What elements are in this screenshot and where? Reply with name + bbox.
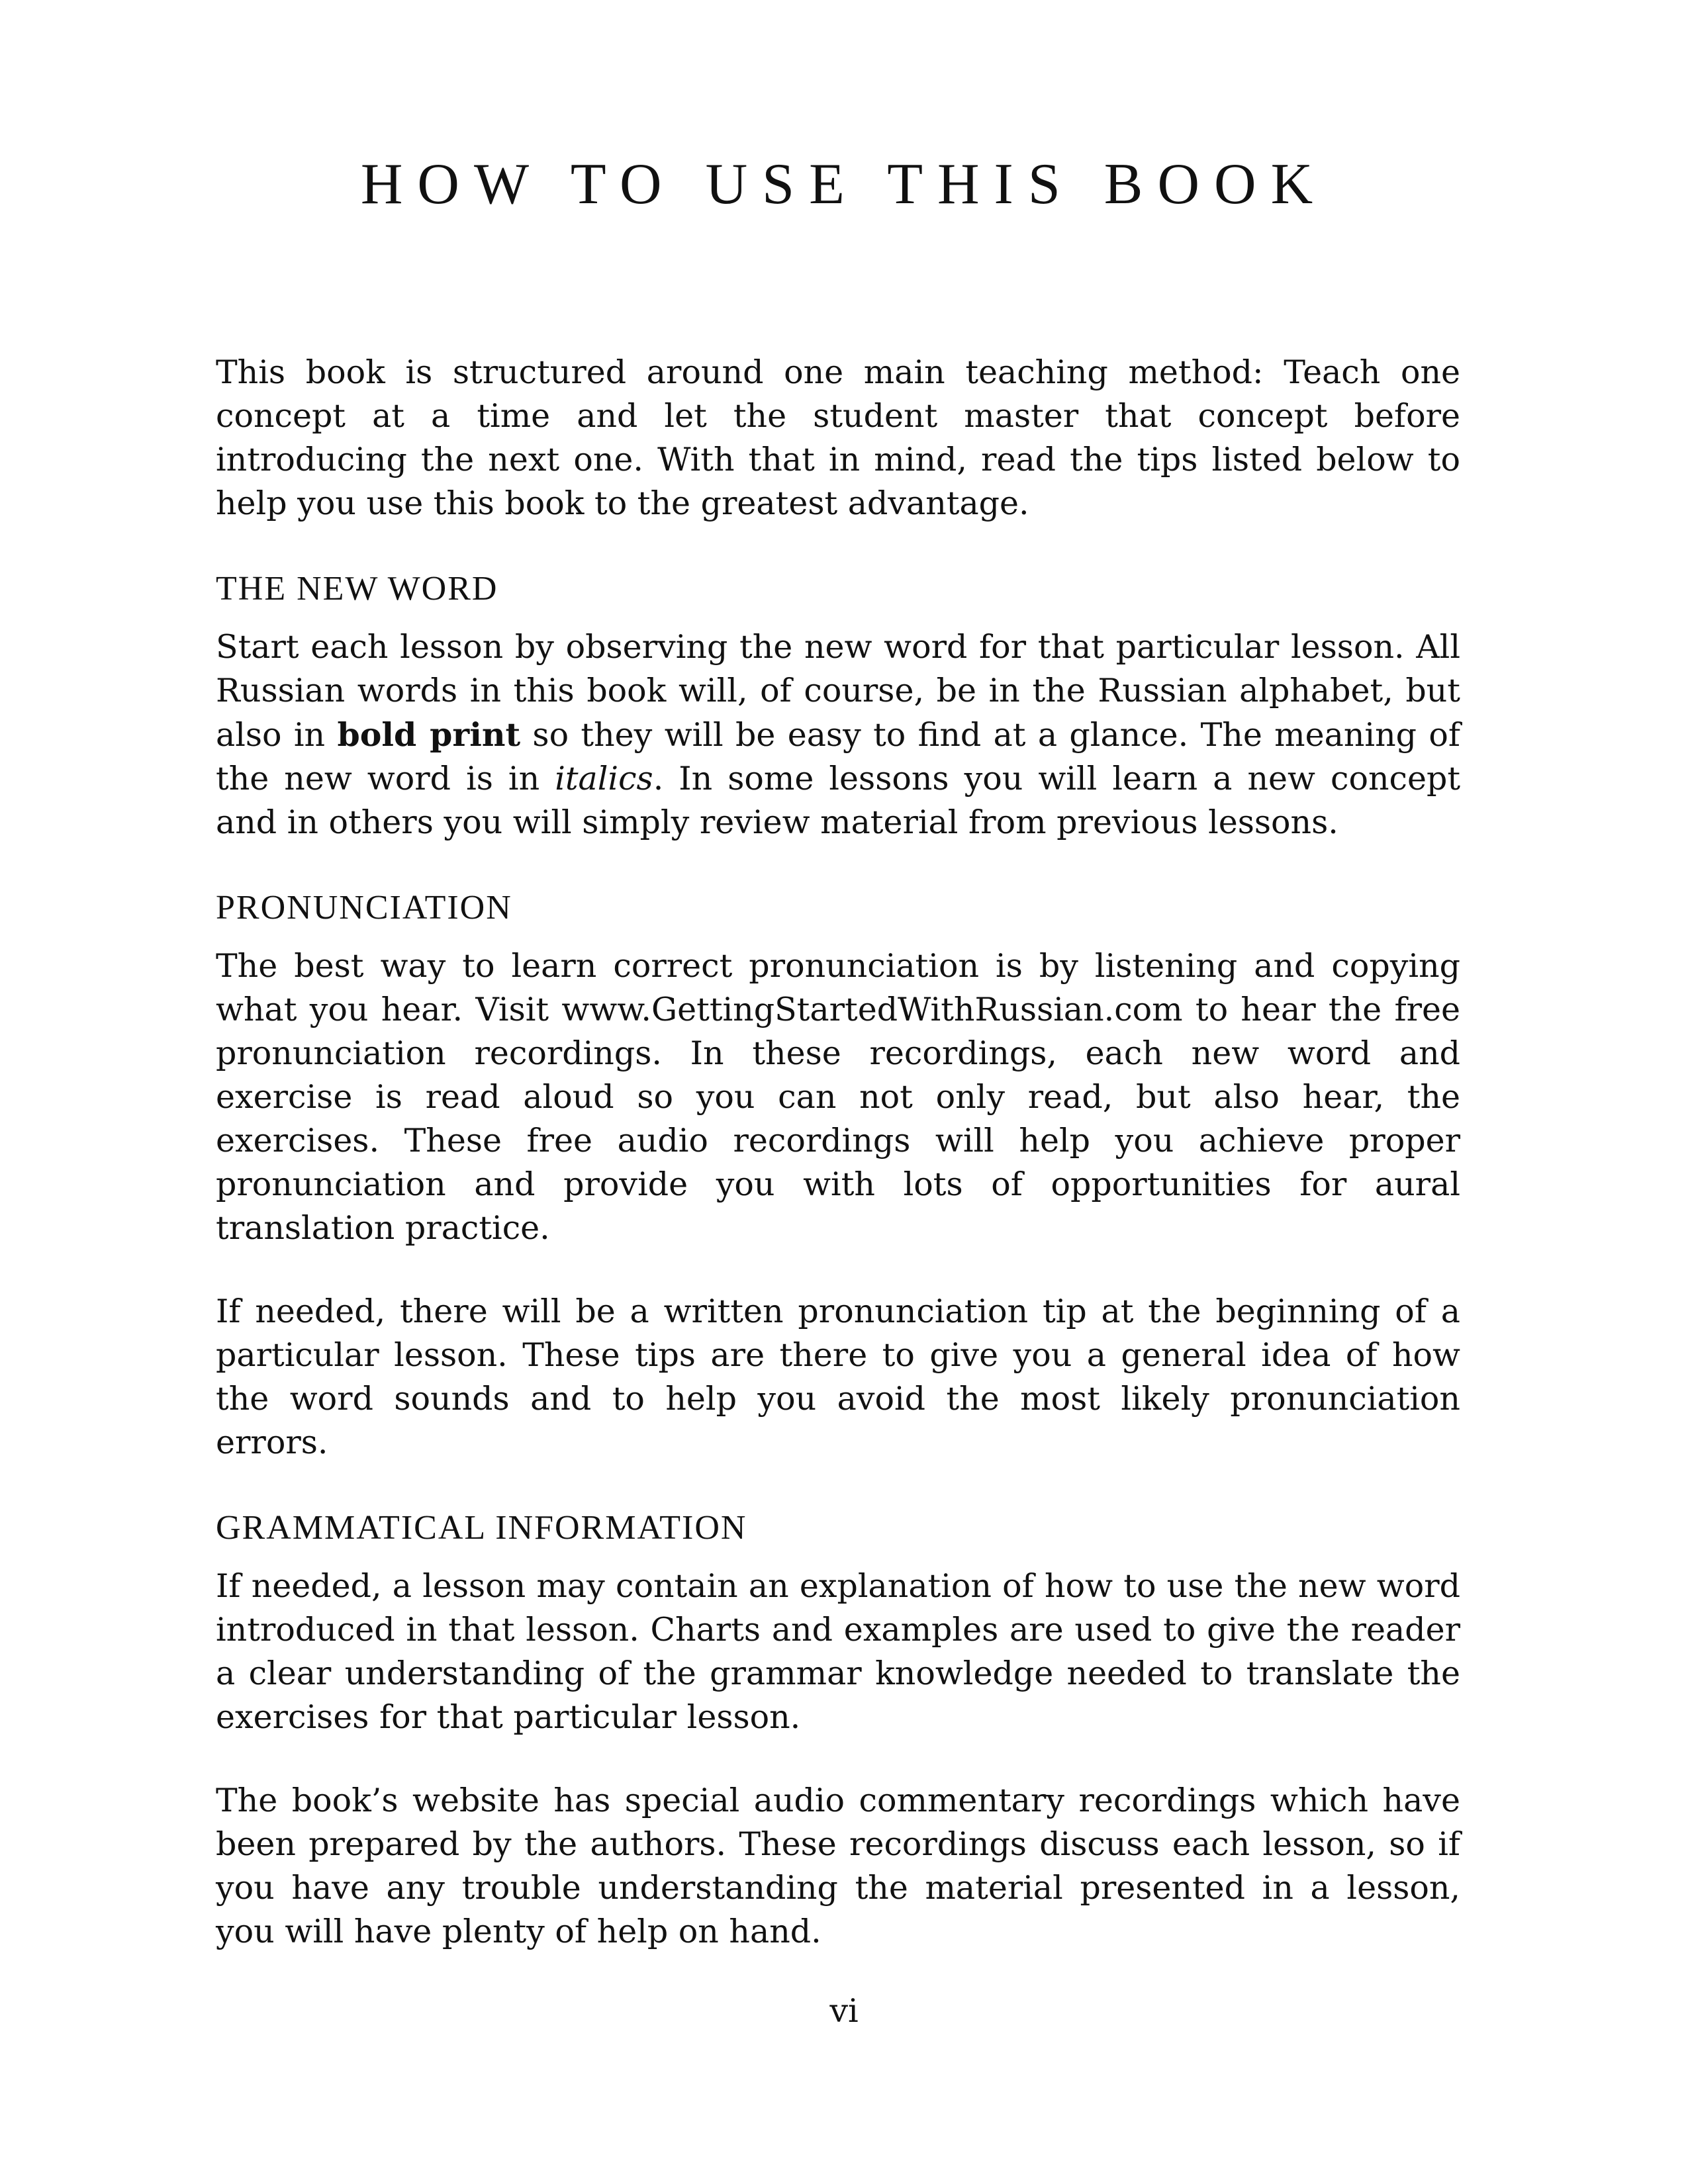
page-number: vi — [829, 1992, 859, 2030]
intro-paragraph: This book is structured around one main teaching method: Teach one concept at a time and let the student master that concept before introducing the next one. With that in mind, read the tips listed below to help you use this book to the greatest advantage. — [216, 353, 1460, 522]
section-heading-new-word: THE NEW WORD — [216, 570, 498, 608]
grammar-paragraph-2: The book’s website has special audio commentary recordings which have been prepared by the authors. These recordings discuss each lesson, so if you have any trouble understanding the material presented in a lesson, you will have plenty of help on hand. — [216, 1782, 1460, 1950]
section-heading-pronunciation: PRONUNCIATION — [216, 889, 512, 927]
page-title: HOW TO USE THIS BOOK — [360, 152, 1328, 216]
bold-print-example: bold print — [337, 715, 521, 754]
grammar-paragraph-1: If needed, a lesson may contain an explanation of how to use the new word introduced in that lesson. Charts and examples are used to give the reader a clear understanding of the grammar knowledge needed to translate the exercises for that particular lesson. — [216, 1567, 1460, 1736]
page-content — [216, 351, 1460, 1993]
pronunciation-paragraph-2: If needed, there will be a written pronunciation tip at the beginning of a particular lesson. These tips are there to give you a general idea of how the word sounds and to help you avoid the most likely pronunciation errors. — [216, 1293, 1460, 1461]
pronunciation-paragraph-1: The best way to learn correct pronunciation is by listening and copying what you hear. Visit www.GettingStartedWithRussian.com to hear the free pronunciation recordings. In these recordings, each new word and exercise is read aloud so you can not only read, but also hear, the exercises. These free audio recordings will help you achieve proper pronunciation and provide you with lots of opportunities for aural translation practice. — [216, 947, 1460, 1247]
section-heading-grammar: GRAMMATICAL INFORMATION — [216, 1509, 747, 1547]
new-word-text-2: so they will be easy to find at a glance. The meaning of the new word is in — [216, 716, 1460, 797]
new-word-text-3: . In some lessons you will learn a new concept and in others you will simply review material from previous lessons. — [216, 760, 1461, 841]
new-word-paragraph — [216, 625, 1460, 844]
italics-example: italics — [555, 760, 653, 797]
new-word-text-1: Start each lesson by observing the new word for that particular lesson. All Russian words in this book will, of course, be in the Russian alphabet, but also in — [216, 628, 1460, 754]
